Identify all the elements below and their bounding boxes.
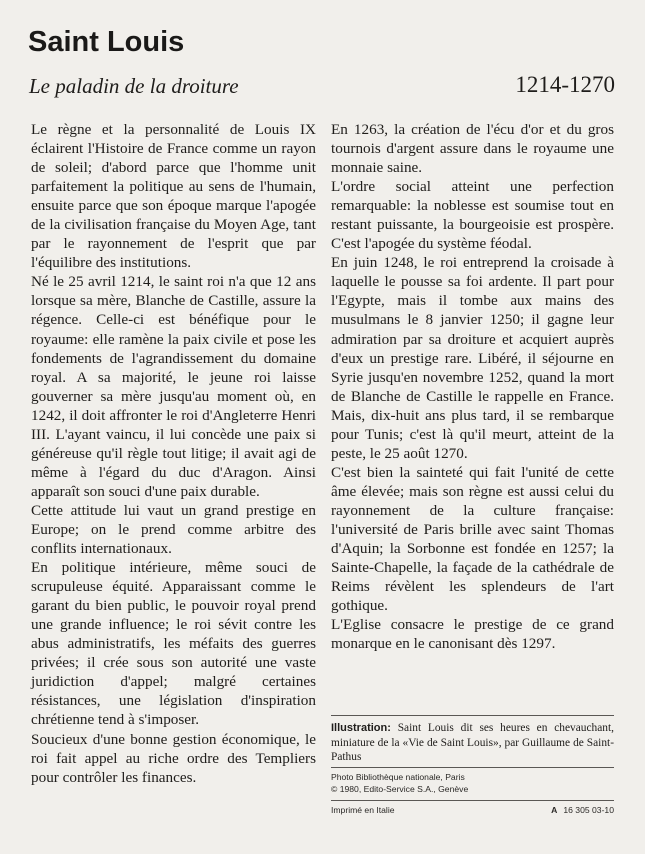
body-paragraph: Soucieux d'une bonne gestion économique, le roi fait appel au riche ordre des Templiers pour contrôler les finances.: [31, 730, 316, 786]
photo-credit: Photo Bibliothèque nationale, Paris: [331, 772, 465, 782]
body-column-left: [31, 120, 316, 787]
illustration-caption: [331, 721, 614, 765]
body-paragraph: L'Eglise consacre le prestige de ce grand monarque en le canonisant dès 1297.: [331, 616, 614, 653]
card-dates: 1214-1270: [515, 72, 615, 97]
card-title: Saint Louis: [28, 26, 185, 58]
body-column-right: [331, 120, 614, 653]
body-paragraph: En 1263, la création de l'écu d'or et du gros tournois d'argent assure dans le royaume une monnaie saine.: [331, 121, 614, 177]
body-paragraph: Cette attitude lui vaut un grand prestige en Europe; on le prend comme arbitre des conflits internationaux.: [31, 501, 316, 558]
card-reference: [551, 804, 614, 816]
copyright-notice: © 1980, Edito-Service S.A., Genève: [331, 784, 469, 794]
body-paragraph: En juin 1248, le roi entreprend la croisade à laquelle le pousse sa foi ardente. Il part pour l'Egypte, mais il tombe aux mains des musulmans le 8 janvier 1250; il gagne leur admiration par sa droiture et acquiert auprès d'eux un prestige rare. Libéré, il séjourne en Syrie jusqu'en novembre 1252, quand la mort de Blanche de Castille le rappelle en France. Mais, dix-huit ans plus tard, il se rembarque pour Tunis; c'est là qu'il meurt, atteint de la peste, le 25 août 1270.: [331, 254, 614, 462]
footer: [331, 804, 614, 816]
card-subtitle: Le paladin de la droiture: [29, 74, 239, 98]
footer-divider: [331, 800, 614, 801]
body-paragraph: En politique intérieure, même souci de scrupuleuse équité. Apparaissant comme le garant du bien public, le pouvoir royal prend une grande influence; le roi sévit contre les abus administratifs, les méfaits des guerres privées; il crée sous son autorité une vaste juridiction d'appel; malgré certaines résistances, une législation d'inspiration chrétienne tend à s'imposer.: [31, 559, 316, 729]
card-code: 16 305 03-10: [563, 805, 614, 815]
credits-block: [331, 771, 614, 795]
illustration-label: Illustration:: [331, 722, 391, 734]
body-paragraph: Le règne et la personnalité de Louis IX éclairent l'Histoire de France comme un rayon de soleil; d'abord parce que l'homme unit parfaitement la politique au sens de l'humain, ensuite parce que son époque marque l'apogée de la civilisation française du Moyen Age, tant par le rayonnement de l'esprit que par l'équilibre des institutions.: [31, 121, 316, 272]
illustration-text: Saint Louis dit ses heures en chevauchant, miniature de la «Vie de Saint Louis», par Guillaume de Saint-Pathus: [331, 722, 614, 764]
printed-in: Imprimé en Italie: [331, 805, 395, 815]
body-paragraph: L'ordre social atteint une perfection remarquable: la noblesse est soumise tout en restant puissante, la bourgeoisie est prospère. C'est l'apogée du système féodal.: [331, 178, 614, 253]
caption-divider-bottom: [331, 767, 614, 768]
caption-divider-top: [331, 715, 614, 716]
body-paragraph: Né le 25 avril 1214, le saint roi n'a que 12 ans lorsque sa mère, Blanche de Castille, assure la régence. Celle-ci est bénéfique pour le royaume: elle ramène la paix civile et pose les fondements de l'agrandissement du domaine royal. A sa majorité, le jeune roi laisse gouverner sa mère jusqu'au moment où, en 1242, il doit affronter le roi d'Angleterre Henri III. L'ayant vaincu, il lui concède une paix si généreuse qu'il règle tout litige; il avait agi de même à l'égard du duc d'Aragon. Ainsi apparaît son souci d'une paix durable.: [31, 273, 316, 500]
body-paragraph: C'est bien la sainteté qui fait l'unité de cette âme élevée; mais son règne est aussi celui du rayonnement de la culture française: l'université de Paris brille avec saint Thomas d'Aquin; la Sorbonne est fondée en 1257; la Sainte-Chapelle, la façade de la cathédrale de Reims révèlent les splendeurs de l'art gothique.: [331, 463, 614, 615]
series-letter: A: [551, 805, 558, 815]
